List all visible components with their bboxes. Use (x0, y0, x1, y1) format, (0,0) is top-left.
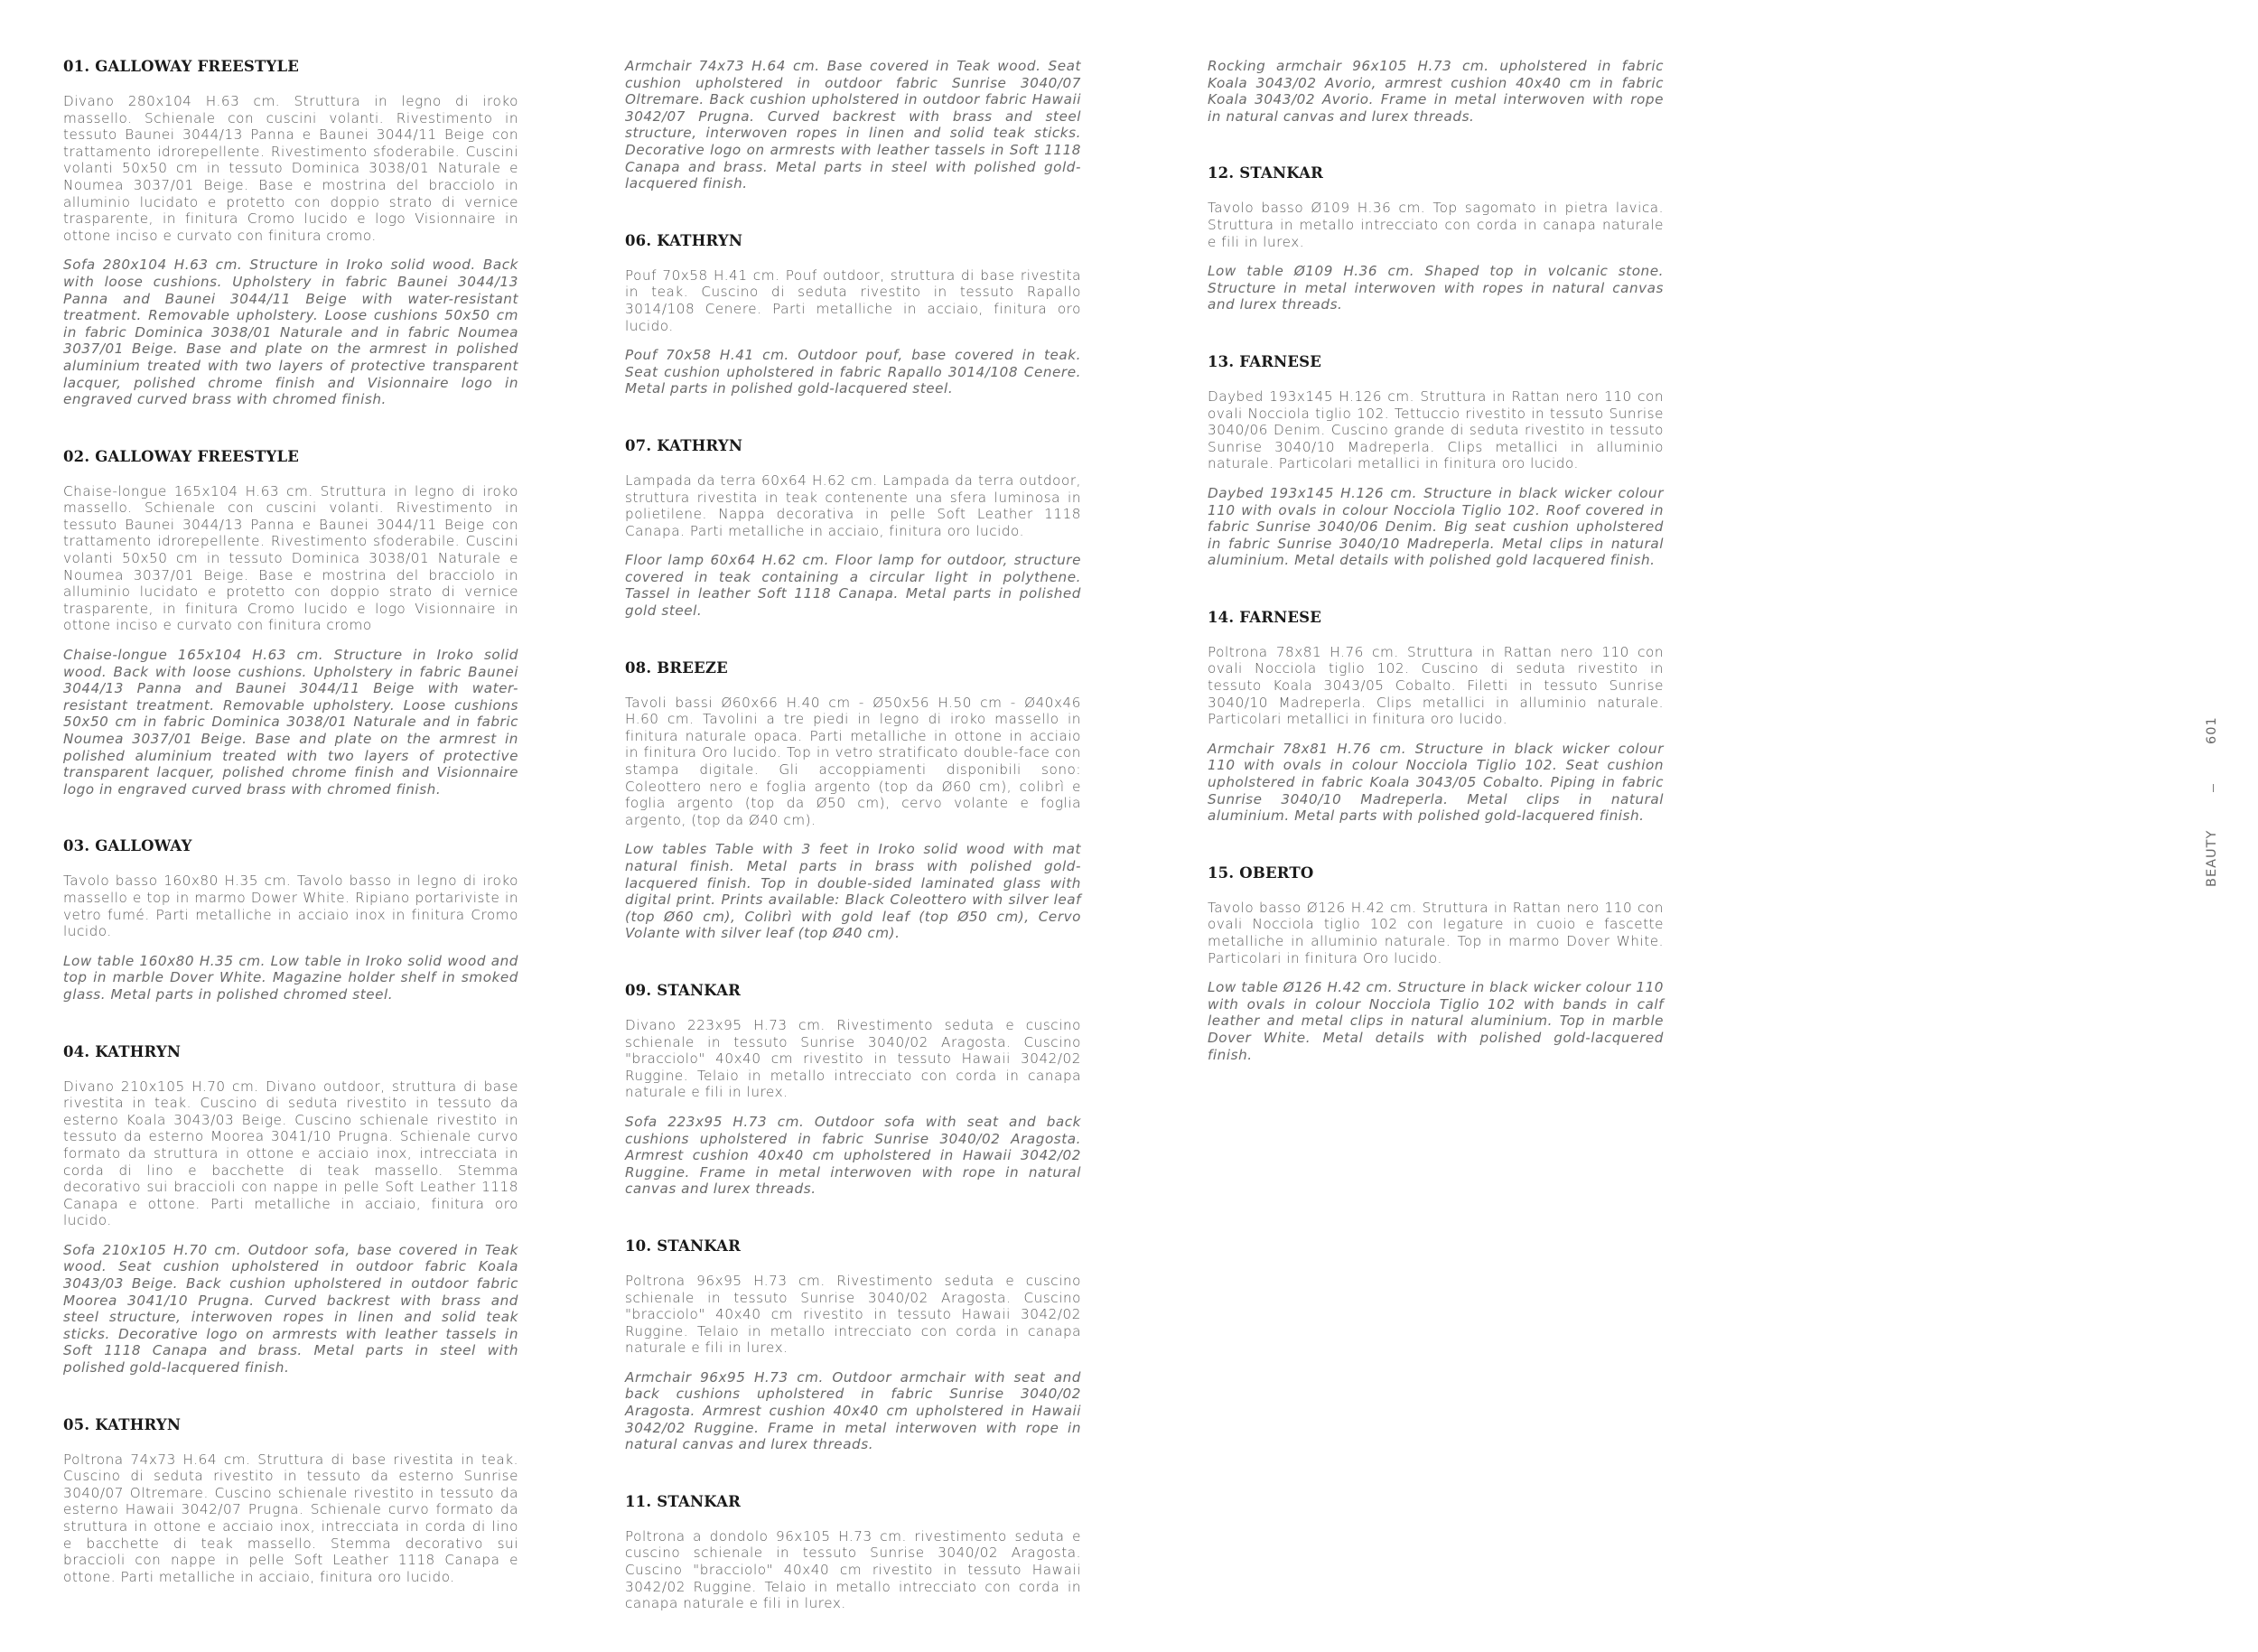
column-2 (625, 58, 1081, 1652)
description-english: Low table Ø126 H.42 cm. Structure in black wicker colour 110 with ovals in colour Nocciola Tiglio 102 with bands in calf leather and metal clips in natural aluminium. Top in marble Dover White. Metal details with polished gold-lacquered finish. (1208, 979, 1664, 1063)
product-title: 04. KATHRYN (63, 1042, 182, 1060)
description-italian: Poltrona 78x81 H.76 cm. Struttura in Rattan nero 110 con ovali Nocciola tiglio 102. Cuscino di seduta rivestito in tessuto Koala 3043/05 Cobalto. Filetti in tessuto Sunrise 3040/10 Madreperla. Clips metallici in alluminio naturale. Particolari metallici in finitura oro lucido. (1208, 643, 1664, 728)
description-italian: Poltrona 96x95 H.73 cm. Rivestimento seduta e cuscino schienale in tessuto Sunrise 3040/02 Aragosta. Cuscino "bracciolo" 40x40 cm rivestito in tessuto Hawaii 3042/02 Ruggine. Telaio in metallo intrecciato con corda in canapa naturale e fili in lurex. (625, 1272, 1081, 1357)
description-english: Sofa 280x104 H.63 cm. Structure in Iroko solid wood. Back with loose cushions. Upholstery in fabric Baunei 3044/13 Panna and Baunei 3044/11 Beige with water-resistant treatment. Removable upholstery. Loose cushions 50x50 cm in fabric Dominica 3038/01 Naturale and in fabric Noumea 3037/01 Beige. Base and plate on the armrest in polished aluminium treated with two layers of protective transparent lacquer, polished chrome finish and Visionnaire logo in engraved curved brass with chromed finish. (63, 257, 518, 408)
description-italian: Tavolo basso Ø126 H.42 cm. Struttura in Rattan nero 110 con ovali Nocciola tiglio 102 con legature in cuoio e fascette metalliche in alluminio naturale. Top in marmo Dover White. Particolari in finitura Oro lucido. (1208, 899, 1664, 966)
product-entry (63, 58, 518, 408)
description-italian: Divano 280x104 H.63 cm. Struttura in legno di iroko massello. Schienale con cuscini volanti. Rivestimento in tessuto Baunei 3044/13 Panna e Baunei 3044/11 Beige con trattamento idrorepellente. Rivestimento sfoderabile. Cuscini volanti 50x50 cm in tessuto Dominica 3038/01 Naturale e Noumea 3037/01 Beige. Base e mostrina del bracciolo in alluminio lucidato e protetto con doppio strato di vernice trasparente, in finitura Cromo lucido e logo Visionnaire in ottone inciso e curvato con finitura cromo. (63, 93, 518, 244)
section-name: BEAUTY (2205, 829, 2219, 887)
description-italian: Poltrona a dondolo 96x105 H.73 cm. rivestimento seduta e cuscino schienale in tessuto Sunrise 3040/02 Aragosta. Cuscino "bracciolo" 40x40 cm rivestito in tessuto Hawaii 3042/02 Ruggine. Telaio in metallo intrecciato con corda in canapa naturale e fili in lurex. (625, 1527, 1081, 1612)
product-title: 08. BREEZE (625, 658, 728, 677)
product-title: 13. FARNESE (1208, 352, 1322, 370)
product-title: 12. STANKAR (1208, 164, 1324, 182)
description-italian: Divano 223x95 H.73 cm. Rivestimento seduta e cuscino schienale in tessuto Sunrise 3040/02 Aragosta. Cuscino "bracciolo" 40x40 cm rivestito in tessuto Hawaii 3042/02 Ruggine. Telaio in metallo intrecciato con corda in canapa naturale e fili in lurex. (625, 1016, 1081, 1101)
product-entry (625, 1493, 1081, 1612)
product-title: 07. KATHRYN (625, 436, 743, 454)
product-title: 01. GALLOWAY FREESTYLE (63, 58, 300, 75)
product-entry (625, 437, 1081, 620)
product-title: 03. GALLOWAY (63, 837, 192, 855)
product-entry (63, 837, 518, 1003)
description-english: Daybed 193x145 H.126 cm. Structure in black wicker colour 110 with ovals in colour Nocciola Tiglio 102. Roof covered in fabric Sunrise 3040/06 Denim. Big seat cushion upholstered in fabric Sunrise 3040/10 Madreperla. Metal clips in natural aluminium. Metal details with polished gold lacquered finish. (1208, 484, 1664, 569)
product-entry (1208, 864, 1664, 1063)
product-entry (63, 1043, 518, 1377)
description-italian: Tavolo basso Ø109 H.36 cm. Top sagomato in pietra lavica. Struttura in metallo intrecciato con corda in canapa naturale e fili in lurex. (1208, 200, 1664, 250)
product-title: 06. KATHRYN (625, 231, 743, 249)
product-entry (63, 448, 518, 798)
description-english: Armchair 78x81 H.76 cm. Structure in black wicker colour 110 with ovals in colour Nocciola Tiglio 102. Seat cushion upholstered in fabric Koala 3043/05 Cobalto. Piping in fabric Sunrise 3040/10 Madreperla. Metal clips in natural aluminium. Metal parts with polished gold-lacquered finish. (1208, 740, 1664, 825)
description-english: Rocking armchair 96x105 H.73 cm. upholstered in fabric Koala 3043/02 Avorio, armrest cushion 40x40 cm in fabric Koala 3043/02 Avorio. Frame in metal interwoven with rope in natural canvas and lurex threads. (1208, 58, 1664, 125)
product-title: 05. KATHRYN (63, 1415, 182, 1433)
description-english: Low tables Table with 3 feet in Iroko solid wood with mat natural finish. Metal parts in brass with polished gold-lacquered finish. Top in double-sided laminated glass with digital print. Prints available: Black Coleottero with silver leaf (top Ø60 cm), Colibrì with gold leaf (top Ø50 cm), Cervo Volante with silver leaf (top Ø40 cm). (625, 841, 1081, 942)
description-italian: Poltrona 74x73 H.64 cm. Struttura di base rivestita in teak. Cuscino di seduta rivestito in tessuto da esterno Sunrise 3040/07 Oltremare. Cuscino schienale rivestito in tessuto da esterno Hawaii 3042/07 Prugna. Schienale curvo formato da struttura in ottone e acciaio inox, intrecciata in corda di lino e bacchette di teak massello. Stemma decorativo sui braccioli con nappe in pelle Soft Leather 1118 Canapa e ottone. Parti metalliche in acciaio, finitura oro lucido. (63, 1451, 518, 1585)
description-italian: Tavoli bassi Ø60x66 H.40 cm - Ø50x56 H.50 cm - Ø40x46 H.60 cm. Tavolini a tre piedi in legno di iroko massello in finitura naturale opaca. Parti metalliche in ottone in acciaio in finitura Oro lucido. Top in vetro stratificato double-face con stampa digitale. Gli accoppiamenti disponibili sono: Coleottero nero e foglia argento (top da Ø60 cm), colibrì e foglia argento (top da Ø50 cm), cervo volante e foglia argento, (top da Ø40 cm). (625, 694, 1081, 828)
description-italian: Tavolo basso 160x80 H.35 cm. Tavolo basso in legno di iroko massello e top in marmo Dower White. Ripiano portariviste in vetro fumé. Parti metalliche in acciaio inox in finitura Cromo lucido. (63, 873, 518, 940)
product-title: 14. FARNESE (1208, 608, 1322, 626)
description-italian: Pouf 70x58 H.41 cm. Pouf outdoor, struttura di base rivestita in teak. Cuscino di seduta rivestito in tessuto Rapallo 3014/108 Cenere. Parti metalliche in acciaio, finitura oro lucido. (625, 266, 1081, 334)
product-entry (625, 58, 1081, 192)
description-english: Armchair 74x73 H.64 cm. Base covered in Teak wood. Seat cushion upholstered in outdoor fabric Sunrise 3040/07 Oltremare. Back cushion upholstered in outdoor fabric Hawaii 3042/07 Prugna. Curved backrest with brass and steel structure, interwoven ropes in linen and solid teak sticks. Decorative logo on armrests with leather tassels in Soft 1118 Canapa and brass. Metal parts in steel with polished gold-lacquered finish. (625, 58, 1081, 192)
product-title: 15. OBERTO (1208, 863, 1314, 882)
description-italian: Chaise-longue 165x104 H.63 cm. Struttura in legno di iroko massello. Schienale con cuscini volanti. Rivestimento in tessuto Baunei 3044/13 Panna e Baunei 3044/11 Beige con trattamento idrorepellente. Rivestimento sfoderabile. Cuscini volanti 50x50 cm in tessuto Dominica 3038/01 Naturale e Noumea 3037/01 Beige. Base e mostrina del bracciolo in alluminio lucidato e protetto con doppio strato di vernice trasparente, in finitura Cromo lucido e logo Visionnaire in ottone inciso e curvato con finitura cromo (63, 482, 518, 634)
description-italian: Lampada da terra 60x64 H.62 cm. Lampada da terra outdoor, struttura rivestita in teak contenente una sfera luminosa in polietilene. Nappa decorativa in pelle Soft Leather 1118 Canapa. Parti metalliche in acciaio, finitura oro lucido. (625, 471, 1081, 539)
side-divider (2213, 784, 2214, 792)
column-1 (63, 58, 518, 1625)
product-entry (1208, 353, 1664, 569)
product-title: 11. STANKAR (625, 1492, 742, 1510)
product-entry (625, 982, 1081, 1198)
product-entry (1208, 58, 1664, 125)
product-entry (625, 1237, 1081, 1453)
description-italian: Daybed 193x145 H.126 cm. Struttura in Rattan nero 110 con ovali Nocciola tiglio 102. Tettuccio rivestito in tessuto Sunrise 3040/06 Denim. Cuscino grande di seduta rivestito in tessuto Sunrise 3040/10 Madreperla. Clips metallici in alluminio naturale. Particolari metallici in finitura oro lucido. (1208, 387, 1664, 472)
column-3 (1208, 58, 1664, 1103)
product-entry (625, 232, 1081, 397)
product-entry (63, 1416, 518, 1586)
description-italian: Divano 210x105 H.70 cm. Divano outdoor, struttura di base rivestita in teak. Cuscino di seduta rivestito in tessuto da esterno Koala 3043/03 Beige. Cuscino schienale rivestito in tessuto da esterno Moorea 3041/10 Prugna. Schienale curvo formato da struttura in ottone e acciaio inox, intrecciata in corda di lino e bacchette di teak massello. Stemma decorativo sui braccioli con nappe in pelle Soft Leather 1118 Canapa e ottone. Parti metalliche in acciaio, finitura oro lucido. (63, 1078, 518, 1229)
product-entry (1208, 164, 1664, 313)
side-marker (2205, 714, 2223, 894)
product-title: 10. STANKAR (625, 1237, 742, 1255)
product-title: 09. STANKAR (625, 981, 742, 999)
page-number: 601 (2205, 716, 2219, 744)
description-english: Sofa 223x95 H.73 cm. Outdoor sofa with seat and back cushions upholstered in fabric Sunrise 3040/02 Aragosta. Armrest cushion 40x40 cm upholstered in Hawaii 3042/02 Ruggine. Frame in metal interwoven with rope in natural canvas and lurex threads. (625, 1113, 1081, 1198)
product-title: 02. GALLOWAY FREESTYLE (63, 447, 300, 465)
description-english: Low table 160x80 H.35 cm. Low table in Iroko solid wood and top in marble Dover White. Magazine holder shelf in smoked glass. Metal parts in polished chromed steel. (63, 952, 518, 1003)
description-english: Armchair 96x95 H.73 cm. Outdoor armchair with seat and back cushions upholstered in fabric Sunrise 3040/02 Aragosta. Armrest cushion 40x40 cm upholstered in Hawaii 3042/02 Ruggine. Frame in metal interwoven with rope in natural canvas and lurex threads. (625, 1368, 1081, 1453)
description-english: Floor lamp 60x64 H.62 cm. Floor lamp for outdoor, structure covered in teak containing a circular light in polythene. Tassel in leather Soft 1118 Canapa. Metal parts in polished gold steel. (625, 552, 1081, 620)
product-entry (625, 659, 1081, 942)
description-english: Low table Ø109 H.36 cm. Shaped top in volcanic stone. Structure in metal interwoven with ropes in natural canvas and lurex threads. (1208, 263, 1664, 313)
product-entry (1208, 609, 1664, 825)
description-english: Sofa 210x105 H.70 cm. Outdoor sofa, base covered in Teak wood. Seat cushion upholstered in outdoor fabric Koala 3043/03 Beige. Back cushion upholstered in outdoor fabric Moorea 3041/10 Prugna. Curved backrest with brass and steel structure, interwoven ropes in linen and solid teak sticks. Decorative logo on armrests with leather tassels in Soft 1118 Canapa and brass. Metal parts in steel with polished gold-lacquered finish. (63, 1241, 518, 1377)
description-english: Pouf 70x58 H.41 cm. Outdoor pouf, base covered in teak. Seat cushion upholstered in fabric Rapallo 3014/108 Cenere. Metal parts in polished gold-lacquered steel. (625, 347, 1081, 397)
description-english: Chaise-longue 165x104 H.63 cm. Structure in Iroko solid wood. Back with loose cushions. Upholstery in fabric Baunei 3044/13 Panna and Baunei 3044/11 Beige with water-resistant treatment. Removable upholstery. Loose cushions 50x50 cm in fabric Dominica 3038/01 Naturale and in fabric Noumea 3037/01 Beige. Base and plate on the armrest in polished aluminium treated with two layers of protective transparent lacquer, polished chrome finish and Visionnaire logo in engraved curved brass with chromed finish. (63, 647, 518, 798)
